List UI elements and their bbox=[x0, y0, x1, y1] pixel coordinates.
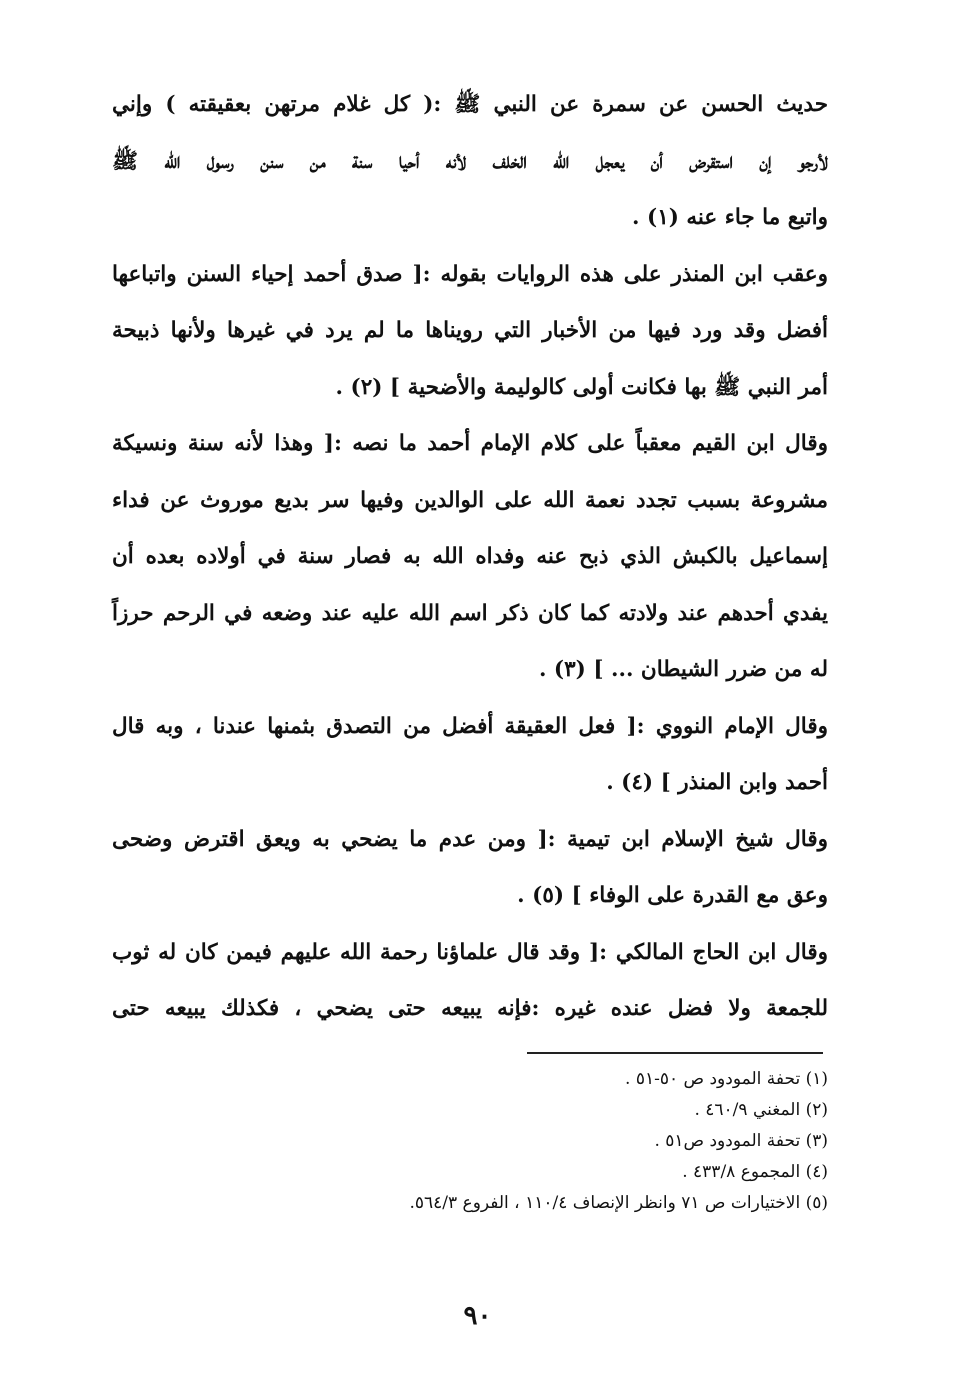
body-line-5: أفضل وقد ورد فيها من الأخبار التي رويناها ما لم يرد في غيرها ولأنها ذبيحة bbox=[112, 318, 828, 343]
body-line-12: وقال الإمام النووي :[ فعل العقيقة أفضل من التصدق بثمنها عندنا ، وبه قال bbox=[112, 713, 828, 739]
body-line-15: وعق مع القدرة على الوفاء ] (٥) . bbox=[517, 883, 828, 908]
footnote-3: (٣) تحفة المودود ص٥١ . bbox=[654, 1131, 828, 1151]
footnote-2: (٢) المغني ٤٦٠/٩ . bbox=[694, 1100, 828, 1120]
body-line-4: وعقب ابن المنذر على هذه الروايات بقوله :[ صدق أحمد إحياء السنن واتباعها bbox=[112, 261, 828, 287]
page-number: ٩٠ bbox=[463, 1301, 492, 1331]
body-line-7: وقال ابن القيم معقباً على كلام الإمام أحمد ما نصه :[ وهذا لأنه سنة ونسيكة bbox=[112, 431, 828, 456]
body-line-14: وقال شيخ الإسلام ابن تيمية :[ ومن عدم ما يضحي به ويعق اقترض وضحى bbox=[112, 826, 828, 852]
footnotes bbox=[112, 1064, 828, 1219]
body-line-1: حديث الحسن عن سمرة عن النبي ﷺ :( كل غلام مرتهن بعقيقته ) وإني bbox=[112, 92, 828, 117]
footnote-1: (١) تحفة المودود ص ٥٠-٥١ . bbox=[625, 1069, 828, 1089]
body-text bbox=[112, 77, 828, 1038]
body-line-17: للجمعة ولا فضل عنده غيره :فإنه يبيعه حتى يضحي ، فكذلك يبيعه حتى bbox=[112, 996, 828, 1021]
body-line-11: له من ضرر الشيطان ... ] (٣) . bbox=[538, 657, 828, 682]
body-line-2: لأرجو إن استقرض أن يعجل الله الخلف لأنه أحيا سنة من سنن رسول الله ﷺ bbox=[112, 148, 828, 174]
body-line-6: أمر النبي ﷺ بها فكانت أولى كالوليمة والأضحية ] (٢) . bbox=[335, 374, 828, 400]
body-line-13: أحمد وابن المنذر ] (٤) . bbox=[606, 770, 828, 795]
footnote-4: (٤) المجموع ٤٣٣/٨ . bbox=[682, 1162, 828, 1182]
body-line-3: واتبع ما جاء عنه (١) . bbox=[632, 205, 828, 230]
footnote-separator bbox=[527, 1052, 823, 1054]
body-line-16: وقال ابن الحاج المالكي :[ وقد قال علماؤنا رحمة الله عليهم فيمن كان له ثوب bbox=[112, 939, 828, 965]
body-line-9: إسماعيل بالكبش الذي ذبح عنه وفداه الله به فصار سنة في أولاده بعده أن bbox=[112, 544, 828, 569]
body-line-8: مشروعة بسبب تجدد نعمة الله على الوالدين وفيها سر بديع موروث عن فداء bbox=[112, 487, 828, 513]
body-line-10: يفدي أحدهم عند ولادته كما كان ذكر اسم الله عليه عند وضعه في الرحم حرزاً bbox=[112, 600, 828, 626]
footnote-5: (٥) الاختيارات ص ٧١ وانظر الإنصاف ١١٠/٤ ، الفروع ٥٦٤/٣. bbox=[409, 1193, 828, 1213]
